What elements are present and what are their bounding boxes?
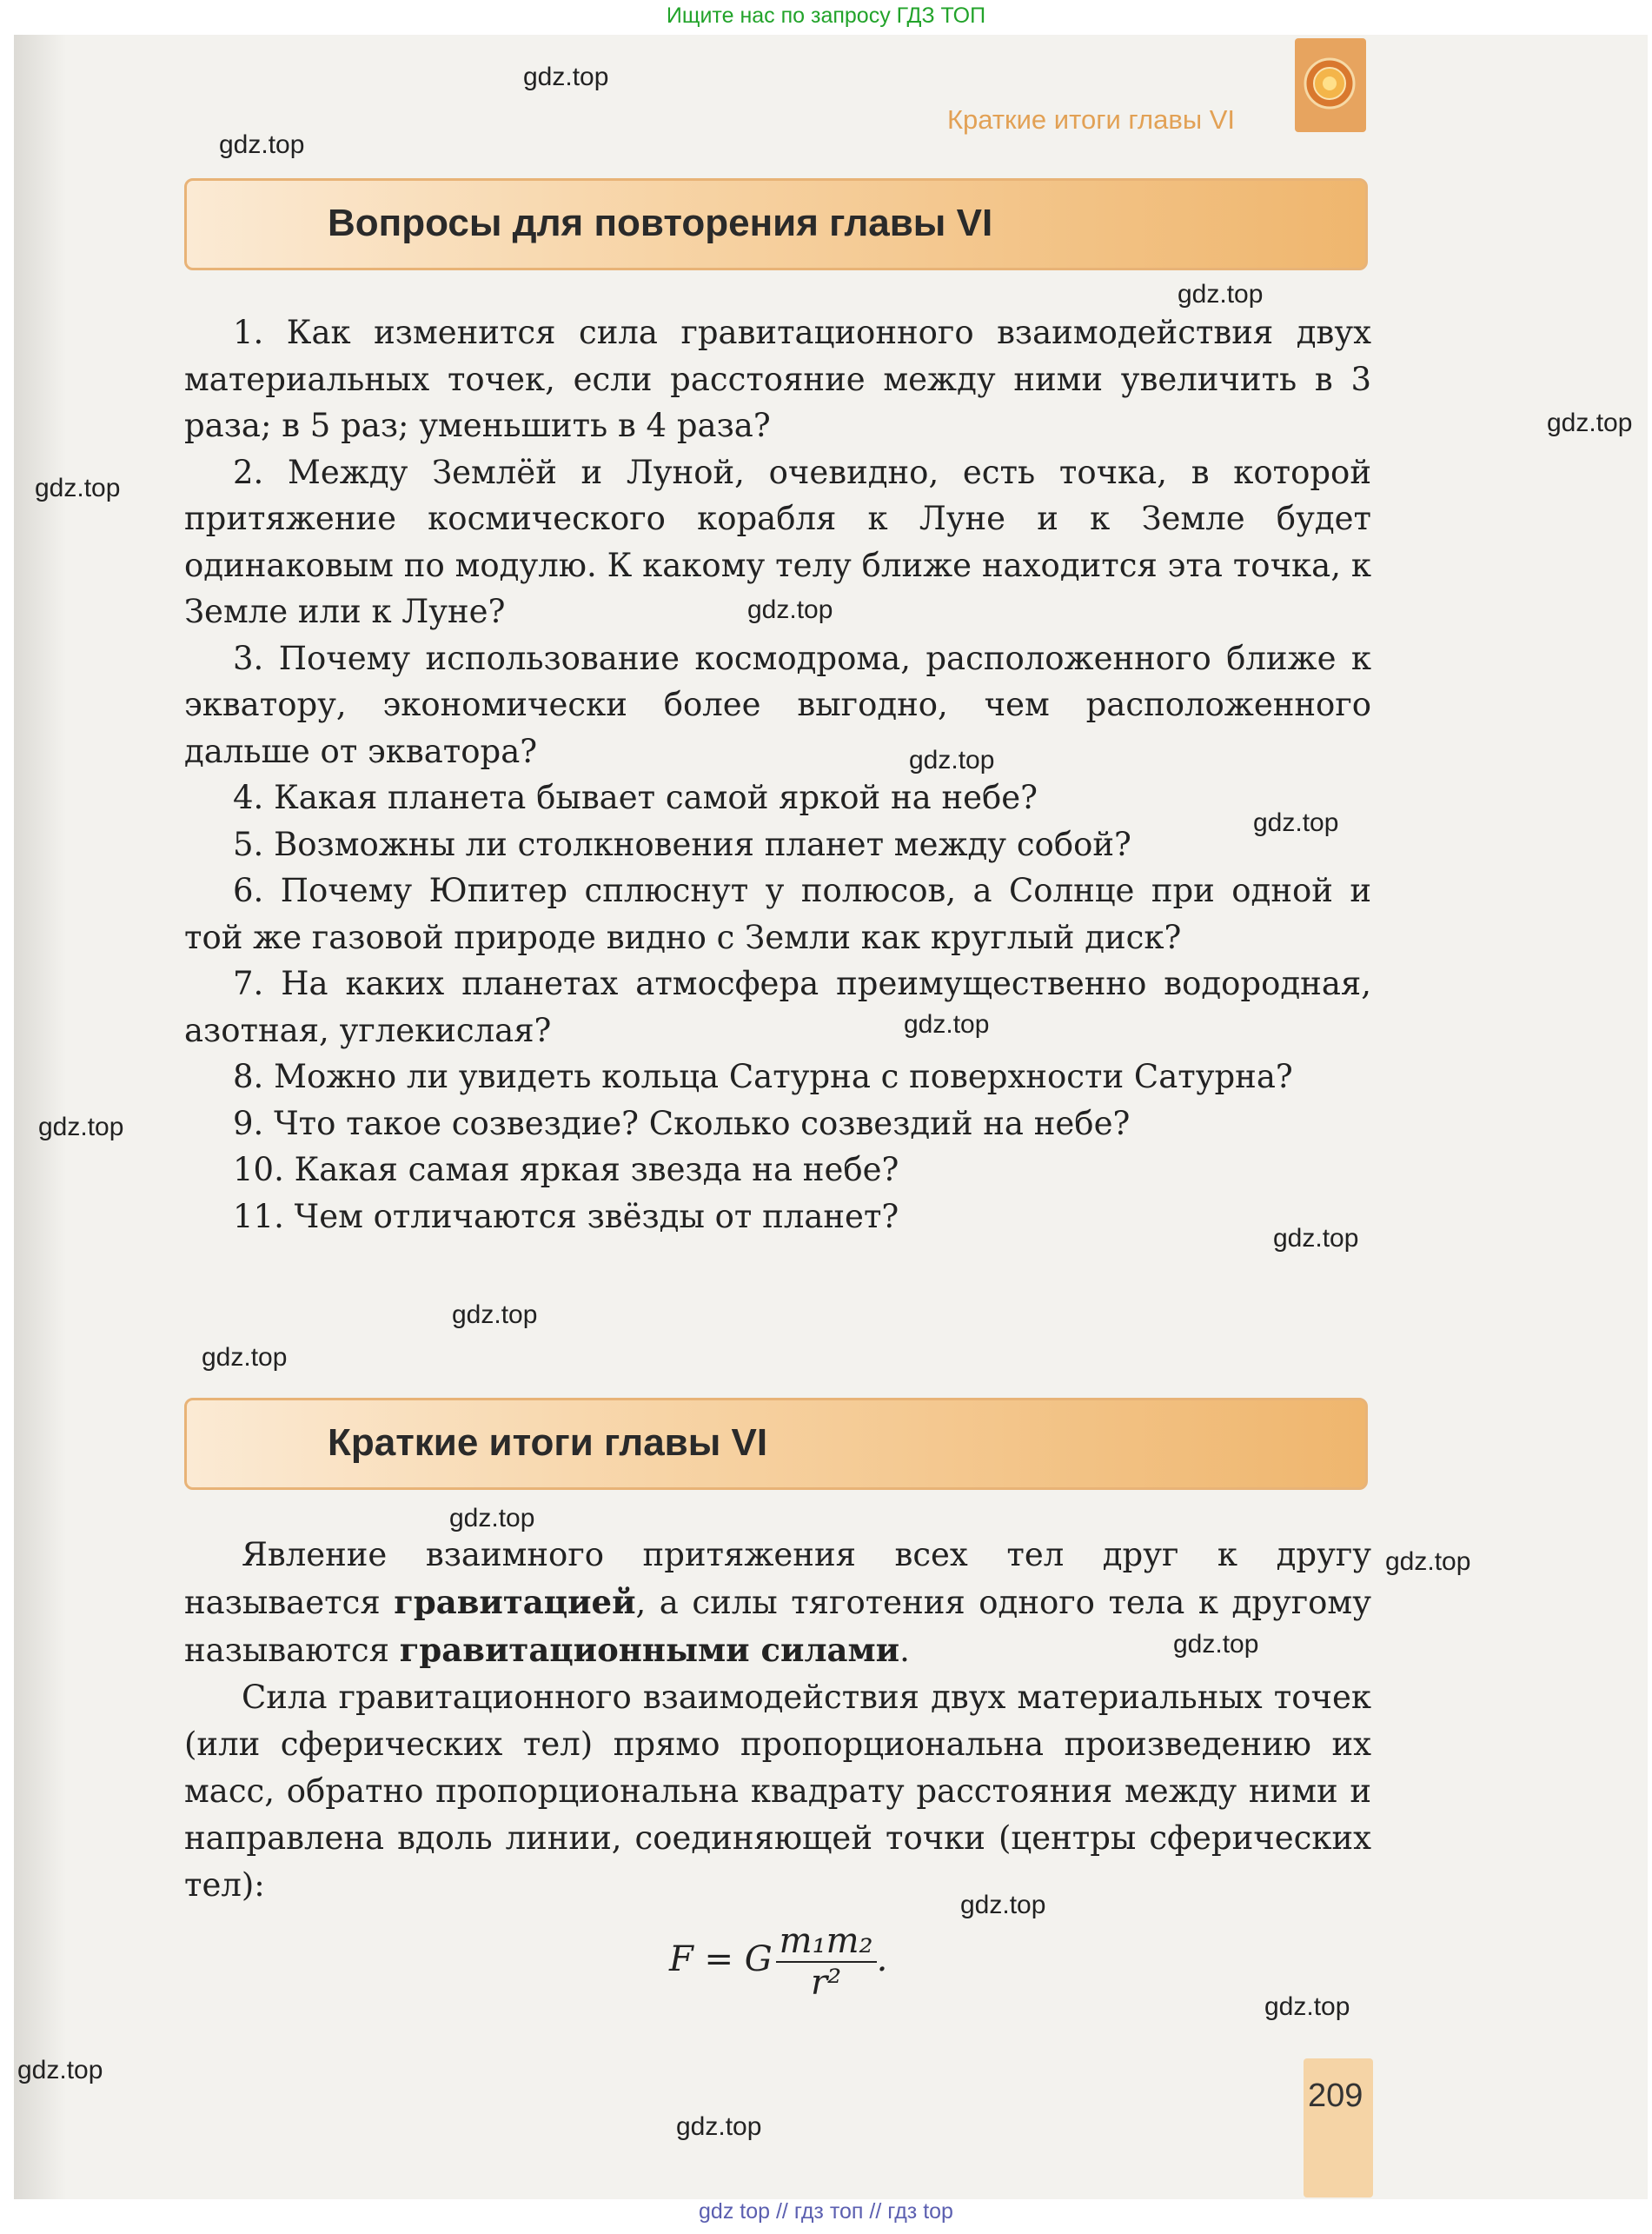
question-item: 6. Почему Юпитер сплюснут у полюсов, а Солнце при одной и той же газовой природе видно с Земли как круглый диск? [184,872,1371,956]
sun-emblem-icon [1302,56,1357,111]
running-header-title: Краткие итоги главы VI [947,104,1236,135]
watermark: gdz.top [202,1343,288,1372]
watermark: gdz.top [452,1300,538,1329]
question-item: 3. Почему использование космодрома, расположенного ближе к экватору, экономически более выгодно, чем расположенного дальше от экватора? [184,639,1371,770]
formula-end: . [876,1939,888,1979]
question-item: 10. Какая самая яркая звезда на небе? [233,1151,899,1188]
watermark: gdz.top [904,1010,990,1039]
question-item: 9. Что такое созвездие? Сколько созвездий на небе? [233,1104,1131,1142]
summary-paragraph-1: Явление взаимного притяжения всех тел друг к другу называется гравитацией, а силы тяготения одного тела к другому называются гравитационными силами. [184,1536,1371,1669]
formula-fraction [776,1921,877,2003]
summary-section-title: Краткие итоги главы VI [328,1421,768,1464]
question-item: 7. На каких планетах атмосфера преимущественно водородная, азотная, углекислая? [184,965,1371,1049]
watermark: gdz.top [909,746,995,775]
bottom-links[interactable]: gdz top // гдз топ // гдз top [699,2199,953,2224]
watermark: gdz.top [1178,280,1264,309]
watermark: gdz.top [676,2112,762,2141]
watermark: gdz.top [219,130,305,159]
questions-section-banner [184,178,1368,270]
questions-section-title: Вопросы для повторения главы VI [328,202,993,244]
summary-section-banner [184,1398,1368,1490]
summary-paragraph-2: Сила гравитационного взаимодействия двух материальных точек (или сферических тел) прямо пропорциональна произведению их масс, обратно пропорциональна квадрату расстояния между ними и направлена вдоль линии, соединяющей точки (центры сферических тел): [184,1679,1371,1904]
term-gravitation: гравитацией [394,1583,636,1621]
question-item: 11. Чем отличаются звёзды от планет? [233,1197,899,1235]
summary-text [184,1532,1371,1909]
question-item: 8. Можно ли увидеть кольца Сатурна с поверхности Сатурна? [233,1058,1293,1095]
watermark: gdz.top [960,1891,1046,1919]
watermark: gdz.top [1173,1630,1259,1659]
watermark: gdz.top [523,63,609,91]
question-item: 2. Между Землёй и Луной, очевидно, есть точка, в которой притяжение космического корабля к Луне и к Земле будет одинаковым по модулю. К какому телу ближе находится эта точка, к Земле или к Луне? [184,453,1371,630]
question-item: 5. Возможны ли столкновения планет между собой? [233,825,1131,863]
question-item: 1. Как изменится сила гравитационного взаимодействия двух материальных точек, если расстояние между ними увеличить в 3 раза; в 5 раз; уменьшить в 4 раза? [184,314,1371,444]
formula-lhs: F = G [669,1939,773,1979]
watermark: gdz.top [1273,1224,1359,1253]
watermark: gdz.top [1547,409,1633,437]
top-search-link[interactable]: Ищите нас по запросу ГДЗ ТОП [666,3,986,28]
watermark: gdz.top [38,1113,124,1141]
watermark: gdz.top [449,1504,535,1533]
term-gravitational-forces: гравитационными силами [399,1631,900,1669]
watermark: gdz.top [35,474,121,502]
chapter-badge [1295,38,1366,132]
page-number: 209 [1308,2078,1363,2114]
formula-numerator: m₁m₂ [776,1921,877,1963]
watermark: gdz.top [747,595,833,624]
question-item: 4. Какая планета бывает самой яркой на небе? [233,779,1038,816]
formula-denominator: r² [811,1963,842,2003]
questions-list [184,309,1371,1240]
gravity-formula [669,1921,887,2003]
watermark: gdz.top [1385,1547,1471,1576]
watermark: gdz.top [1264,1992,1350,2021]
watermark: gdz.top [1253,808,1339,837]
watermark: gdz.top [17,2056,103,2084]
